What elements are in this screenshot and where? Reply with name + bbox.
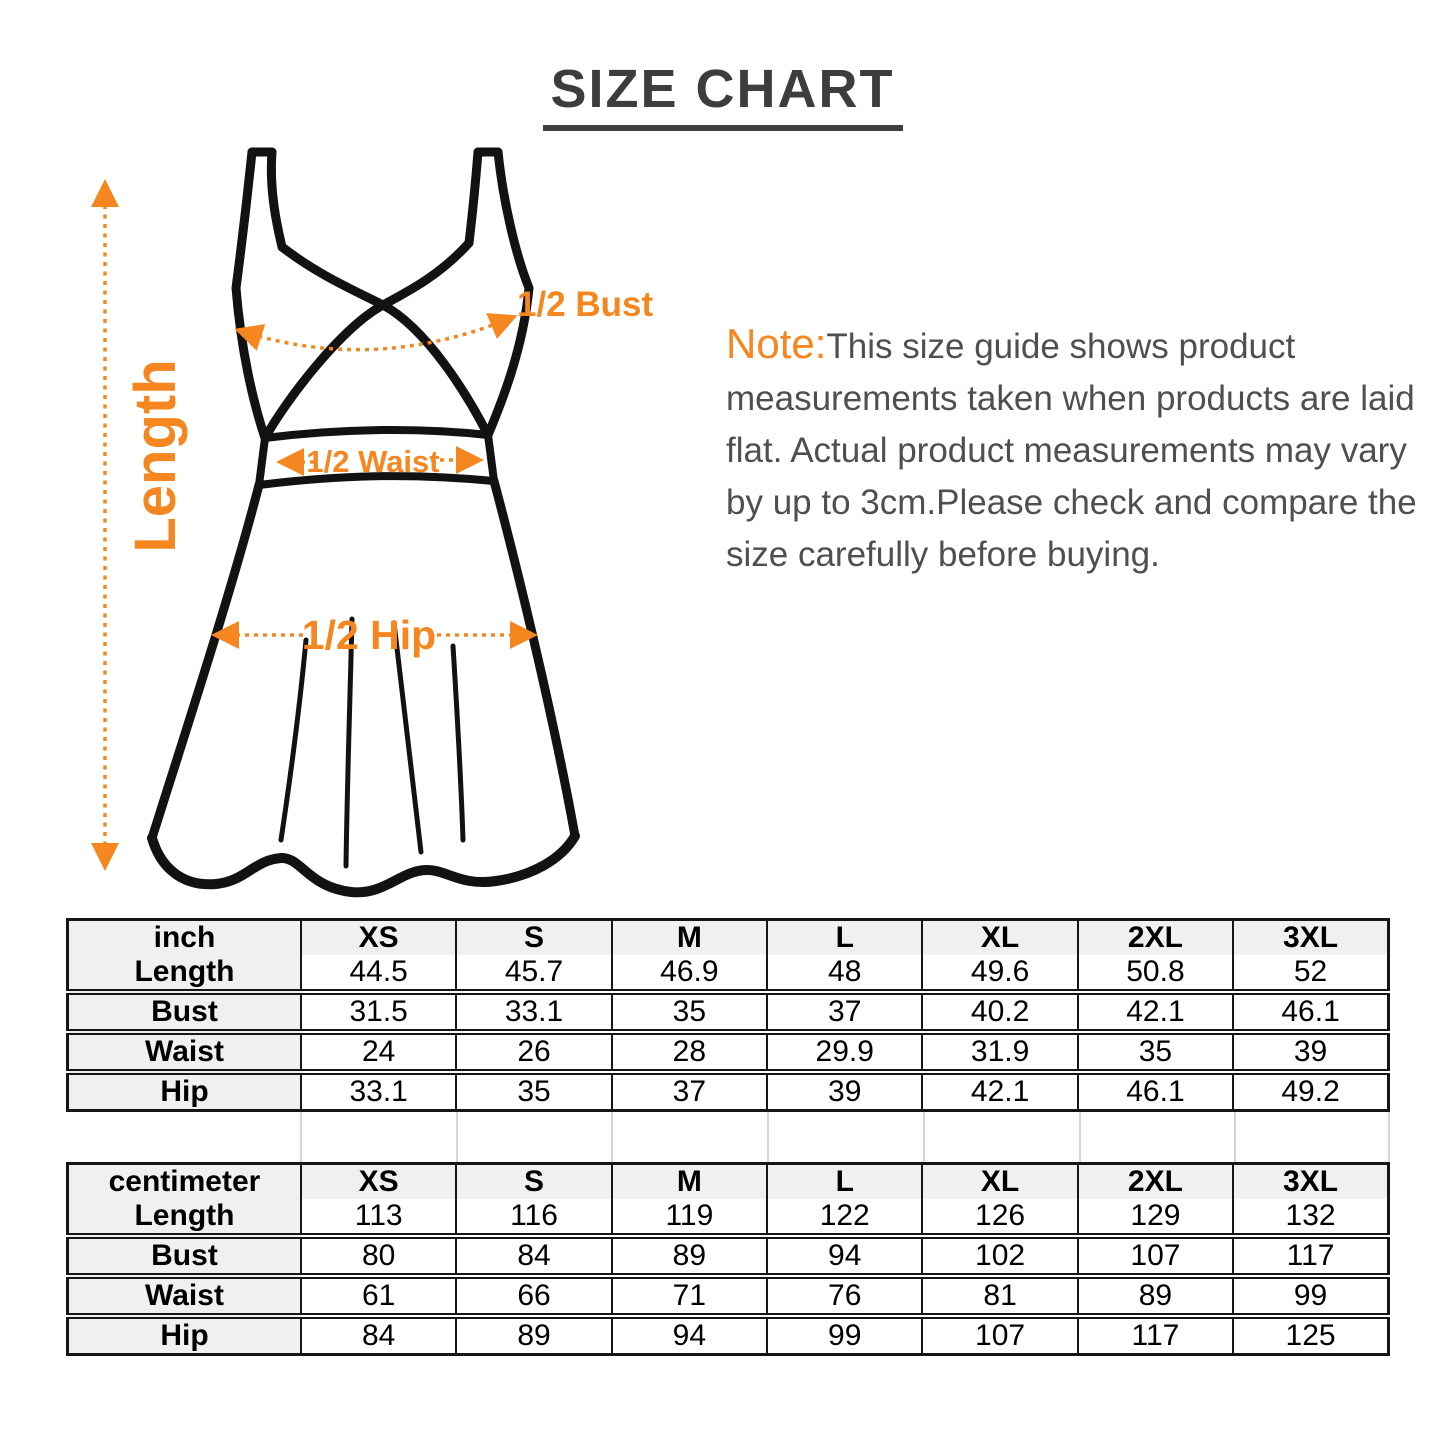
size-table-centimeter [66,1162,1390,1356]
value-cell: 80 [301,1236,456,1276]
value-cell: 107 [1078,1236,1233,1276]
size-table-inch [66,918,1390,1112]
value-cell: 94 [612,1316,767,1355]
size-col-header: L [767,920,922,956]
header-row [68,1164,1389,1200]
value-cell: 84 [456,1236,611,1276]
value-cell: 42.1 [1078,992,1233,1032]
unit-header: inch [68,920,301,956]
row-label: Waist [68,1276,301,1316]
value-cell: 107 [922,1316,1077,1355]
value-cell: 28 [612,1032,767,1072]
size-tables [66,918,1390,1356]
table-row [68,955,1389,992]
value-cell: 44.5 [301,955,456,992]
value-cell: 129 [1078,1199,1233,1236]
value-cell: 89 [612,1236,767,1276]
value-cell: 37 [612,1072,767,1111]
value-cell: 37 [767,992,922,1032]
unit-header: centimeter [68,1164,301,1200]
size-col-header: XS [301,920,456,956]
value-cell: 81 [922,1276,1077,1316]
table-row [68,992,1389,1032]
value-cell: 46.1 [1233,992,1388,1032]
size-col-header: 3XL [1233,920,1388,956]
hip-label: 1/2 Hip [301,612,437,658]
table-row [68,1276,1389,1316]
size-col-header: 2XL [1078,920,1233,956]
value-cell: 125 [1233,1316,1388,1355]
value-cell: 89 [456,1316,611,1355]
value-cell: 102 [922,1236,1077,1276]
value-cell: 33.1 [301,1072,456,1111]
bust-arrow [241,318,511,350]
table-row [68,1032,1389,1072]
header-row [68,920,1389,956]
value-cell: 66 [456,1276,611,1316]
size-col-header: 3XL [1233,1164,1388,1200]
value-cell: 71 [612,1276,767,1316]
dress-outline [152,152,575,892]
value-cell: 84 [301,1316,456,1355]
value-cell: 113 [301,1199,456,1236]
bust-label: 1/2 Bust [517,285,654,324]
length-label: Length [123,359,188,553]
note-body: This size guide shows product measurements taken when products are laid flat. Actual product measurements may vary by up to 3cm.Please check and compare the size carefully before buying. [726,327,1417,574]
value-cell: 116 [456,1199,611,1236]
value-cell: 45.7 [456,955,611,992]
value-cell: 39 [767,1072,922,1111]
value-cell: 35 [1078,1032,1233,1072]
note-block [726,318,1418,581]
value-cell: 35 [612,992,767,1032]
table-row [68,1316,1389,1355]
size-col-header: 2XL [1078,1164,1233,1200]
value-cell: 89 [1078,1276,1233,1316]
value-cell: 52 [1233,955,1388,992]
value-cell: 119 [612,1199,767,1236]
value-cell: 117 [1078,1316,1233,1355]
value-cell: 48 [767,955,922,992]
value-cell: 39 [1233,1032,1388,1072]
value-cell: 132 [1233,1199,1388,1236]
size-col-header: XL [922,920,1077,956]
table-row [68,1199,1389,1236]
value-cell: 31.5 [301,992,456,1032]
page-title: SIZE CHART [543,58,903,131]
value-cell: 24 [301,1032,456,1072]
value-cell: 99 [767,1316,922,1355]
size-col-header: L [767,1164,922,1200]
row-label: Length [68,955,301,992]
row-label: Waist [68,1032,301,1072]
value-cell: 94 [767,1236,922,1276]
row-label: Hip [68,1072,301,1111]
value-cell: 33.1 [456,992,611,1032]
value-cell: 126 [922,1199,1077,1236]
size-col-header: XS [301,1164,456,1200]
table-row [68,1236,1389,1276]
value-cell: 76 [767,1276,922,1316]
title-wrap [0,58,1445,131]
value-cell: 117 [1233,1236,1388,1276]
dress-measurement-diagram [55,138,685,922]
value-cell: 61 [301,1276,456,1316]
row-label: Length [68,1199,301,1236]
size-col-header: M [612,1164,767,1200]
size-col-header: S [456,920,611,956]
size-col-header: S [456,1164,611,1200]
value-cell: 42.1 [922,1072,1077,1111]
value-cell: 99 [1233,1276,1388,1316]
size-col-header: M [612,920,767,956]
value-cell: 29.9 [767,1032,922,1072]
value-cell: 35 [456,1072,611,1111]
value-cell: 122 [767,1199,922,1236]
value-cell: 31.9 [922,1032,1077,1072]
row-label: Bust [68,1236,301,1276]
row-label: Hip [68,1316,301,1355]
value-cell: 40.2 [922,992,1077,1032]
value-cell: 49.6 [922,955,1077,992]
note-label: Note: [726,320,827,367]
value-cell: 50.8 [1078,955,1233,992]
value-cell: 46.1 [1078,1072,1233,1111]
waist-label: 1/2 Waist [306,444,440,479]
value-cell: 26 [456,1032,611,1072]
row-label: Bust [68,992,301,1032]
size-col-header: XL [922,1164,1077,1200]
table-spacer [66,1112,1390,1162]
value-cell: 49.2 [1233,1072,1388,1111]
table-row [68,1072,1389,1111]
value-cell: 46.9 [612,955,767,992]
